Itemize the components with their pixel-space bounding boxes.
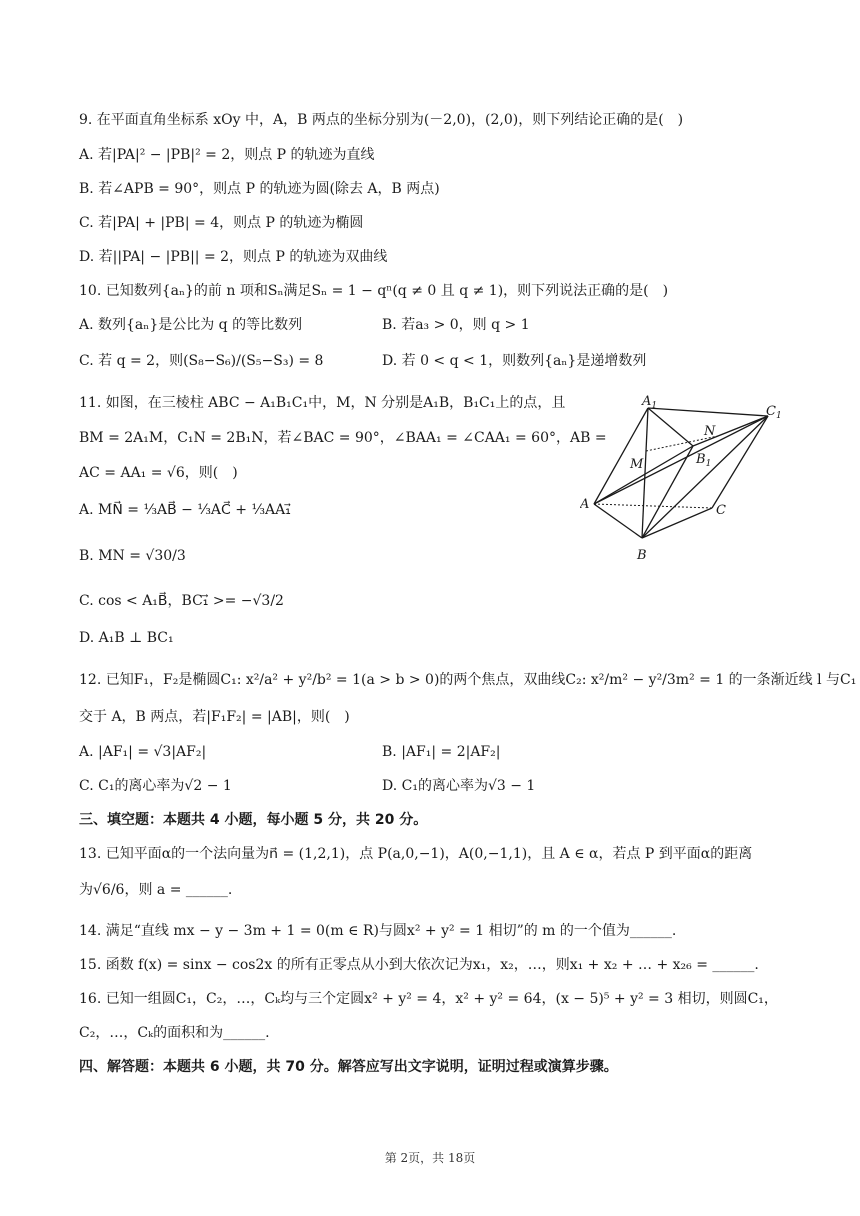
q10-option-d: D. 若 0 < q < 1，则数列{aₙ}是递增数列 [382,353,647,369]
label-n: N [704,424,716,439]
label-a1: $A_1$ [642,394,658,411]
label-c1: $C_1$ [766,404,782,421]
q12-stem-line2: 交于 A，B 两点，若|F₁F₂| = |AB|，则( ) [79,709,350,725]
q13-line1: 13. 已知平面α的一个法向量为n⃗ = (1,2,1)，点 P(a,0,−1)，A(0,−1,1)，且 A ∈ α，若点 P 到平面α的距离 [79,846,753,862]
label-c: C [716,503,726,518]
q9-stem: 9. 在平面直角坐标系 xOy 中，A，B 两点的坐标分别为(－2,0)，(2,0)，则下列结论正确的是( ) [79,112,684,128]
q9-option-d: D. 若||PA| − |PB|| = 2，则点 P 的轨迹为双曲线 [79,249,388,265]
q15: 15. 函数 f(x) = sinx − cos2x 的所有正零点从小到大依次记为x₁，x₂，…，则x₁ + x₂ + … + x₂₆ = ______. [79,957,759,973]
q16-line2: C₂，…，Cₖ的面积和为______. [79,1025,270,1041]
q14: 14. 满足“直线 mx − y − 3m + 1 = 0(m ∈ R)与圆x² + y² = 1 相切”的 m 的一个值为______. [79,923,677,939]
section-4-heading: 四、解答题：本题共 6 小题，共 70 分。解答应写出文字说明，证明过程或演算步骤。 [79,1059,618,1075]
label-a: A [580,497,590,512]
q10-option-a: A. 数列{aₙ}是公比为 q 的等比数列 [79,317,303,333]
label-m: M [630,457,644,472]
q11-option-d: D. A₁B ⊥ BC₁ [79,630,174,646]
q12-option-b: B. |AF₁| = 2|AF₂| [382,744,501,760]
q10-stem: 10. 已知数列{aₙ}的前 n 项和Sₙ满足Sₙ = 1 − qⁿ(q ≠ 0 且 q ≠ 1)，则下列说法正确的是( ) [79,283,669,299]
q10-option-b: B. 若a₃ > 0，则 q > 1 [382,317,530,333]
q9-option-c: C. 若|PA| + |PB| = 4，则点 P 的轨迹为椭圆 [79,215,364,231]
q9-option-a: A. 若|PA|² − |PB|² = 2，则点 P 的轨迹为直线 [79,147,375,163]
q10-option-c: C. 若 q = 2，则(S₈−S₆)/(S₅−S₃) = 8 [79,353,324,369]
q11-option-a: A. MN⃗ = ⅓AB⃗ − ⅓AC⃗ + ⅓AA₁⃗ [79,502,291,518]
q12-stem-line1: 12. 已知F₁，F₂是椭圆C₁: x²/a² + y²/b² = 1(a > b > 0)的两个焦点，双曲线C₂: x²/m² − y²/3m² = 1 的一条渐近线 l 与C₁ [79,672,857,688]
label-b1: $B_1$ [696,452,712,469]
q12-option-d: D. C₁的离心率为√3 − 1 [382,778,536,794]
prism-diagram [580,388,790,568]
page-footer: 第 2页，共 18页 [384,1151,476,1165]
q11-stem-line2: BM = 2A₁M，C₁N = 2B₁N，若∠BAC = 90°，∠BAA₁ = ∠CAA₁ = 60°，AB = [79,430,607,446]
prism-figure [580,388,790,568]
q11-option-c: C. cos < A₁B⃗，BC₁⃗ >= −√3/2 [79,593,284,609]
q16-line1: 16. 已知一组圆C₁，C₂，…，Cₖ均与三个定圆x² + y² = 4，x² + y² = 64，(x − 5)⁵ + y² = 3 相切，则圆C₁， [79,991,778,1007]
q12-option-c: C. C₁的离心率为√2 − 1 [79,778,232,794]
q11-stem-line1: 11. 如图，在三棱柱 ABC − A₁B₁C₁中，M，N 分别是A₁B，B₁C₁上的点，且 [79,395,566,411]
q13-line2: 为√6/6，则 a = ______. [79,882,233,898]
q9-option-b: B. 若∠APB = 90°，则点 P 的轨迹为圆(除去 A，B 两点) [79,181,440,197]
q11-option-b: B. MN = √30/3 [79,548,186,564]
section-3-heading: 三、填空题：本题共 4 小题，每小题 5 分，共 20 分。 [79,812,428,828]
label-b: B [637,548,647,563]
q12-option-a: A. |AF₁| = √3|AF₂| [79,744,207,760]
q11-stem-line3: AC = AA₁ = √6，则( ) [79,465,238,481]
